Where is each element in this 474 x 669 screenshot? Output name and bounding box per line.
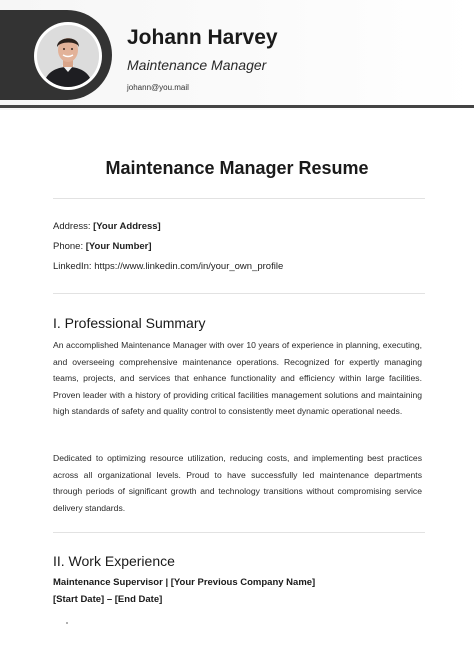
linkedin-value: https://www.linkedin.com/in/your_own_profile bbox=[94, 261, 284, 272]
phone-label: Phone: bbox=[53, 241, 86, 252]
linkedin-label: LinkedIn: bbox=[53, 261, 95, 272]
candidate-name: Johann Harvey bbox=[127, 26, 278, 49]
section-heading-experience: II. Work Experience bbox=[53, 553, 175, 569]
summary-paragraph: An accomplished Maintenance Manager with over 10 years of experience in planning, executing, and overseeing comprehensive maintenance operations. Recognized for expertly managing teams, projects, and services that enhance functionality and efficiency within large facilities. Proven leader with a history of providing critical facilities management solutions and maintaining high standards of safety and quality control to consistently meet dynamic operational needs. bbox=[53, 340, 422, 417]
address-line bbox=[53, 221, 161, 232]
summary-paragraph: Dedicated to optimizing resource utilization, reducing costs, and implementing best practices across all organizational levels. Proud to have successfully led maintenance departments through periods of significant growth and technology transitions without compromising service delivery standards. bbox=[53, 453, 422, 513]
address-label: Address: bbox=[53, 221, 94, 232]
job-title: Maintenance Supervisor | [Your Previous Company Name] bbox=[53, 577, 316, 588]
document-title: Maintenance Manager Resume bbox=[105, 158, 369, 178]
linkedin-line bbox=[53, 261, 283, 272]
phone-value: [Your Number] bbox=[85, 241, 152, 252]
list-bullet bbox=[66, 622, 68, 624]
header-rule bbox=[0, 105, 474, 108]
address-value: [Your Address] bbox=[93, 221, 161, 232]
section-heading-summary: I. Professional Summary bbox=[53, 315, 206, 331]
divider bbox=[53, 293, 425, 294]
job-dates: [Start Date] – [End Date] bbox=[53, 594, 163, 605]
divider bbox=[53, 198, 425, 199]
resume-header bbox=[0, 0, 474, 110]
avatar bbox=[37, 25, 99, 87]
candidate-email: johann@you.mail bbox=[127, 83, 189, 92]
person-portrait-icon bbox=[37, 25, 99, 87]
divider bbox=[53, 532, 425, 533]
phone-line bbox=[53, 241, 152, 252]
candidate-role: Maintenance Manager bbox=[127, 57, 267, 73]
